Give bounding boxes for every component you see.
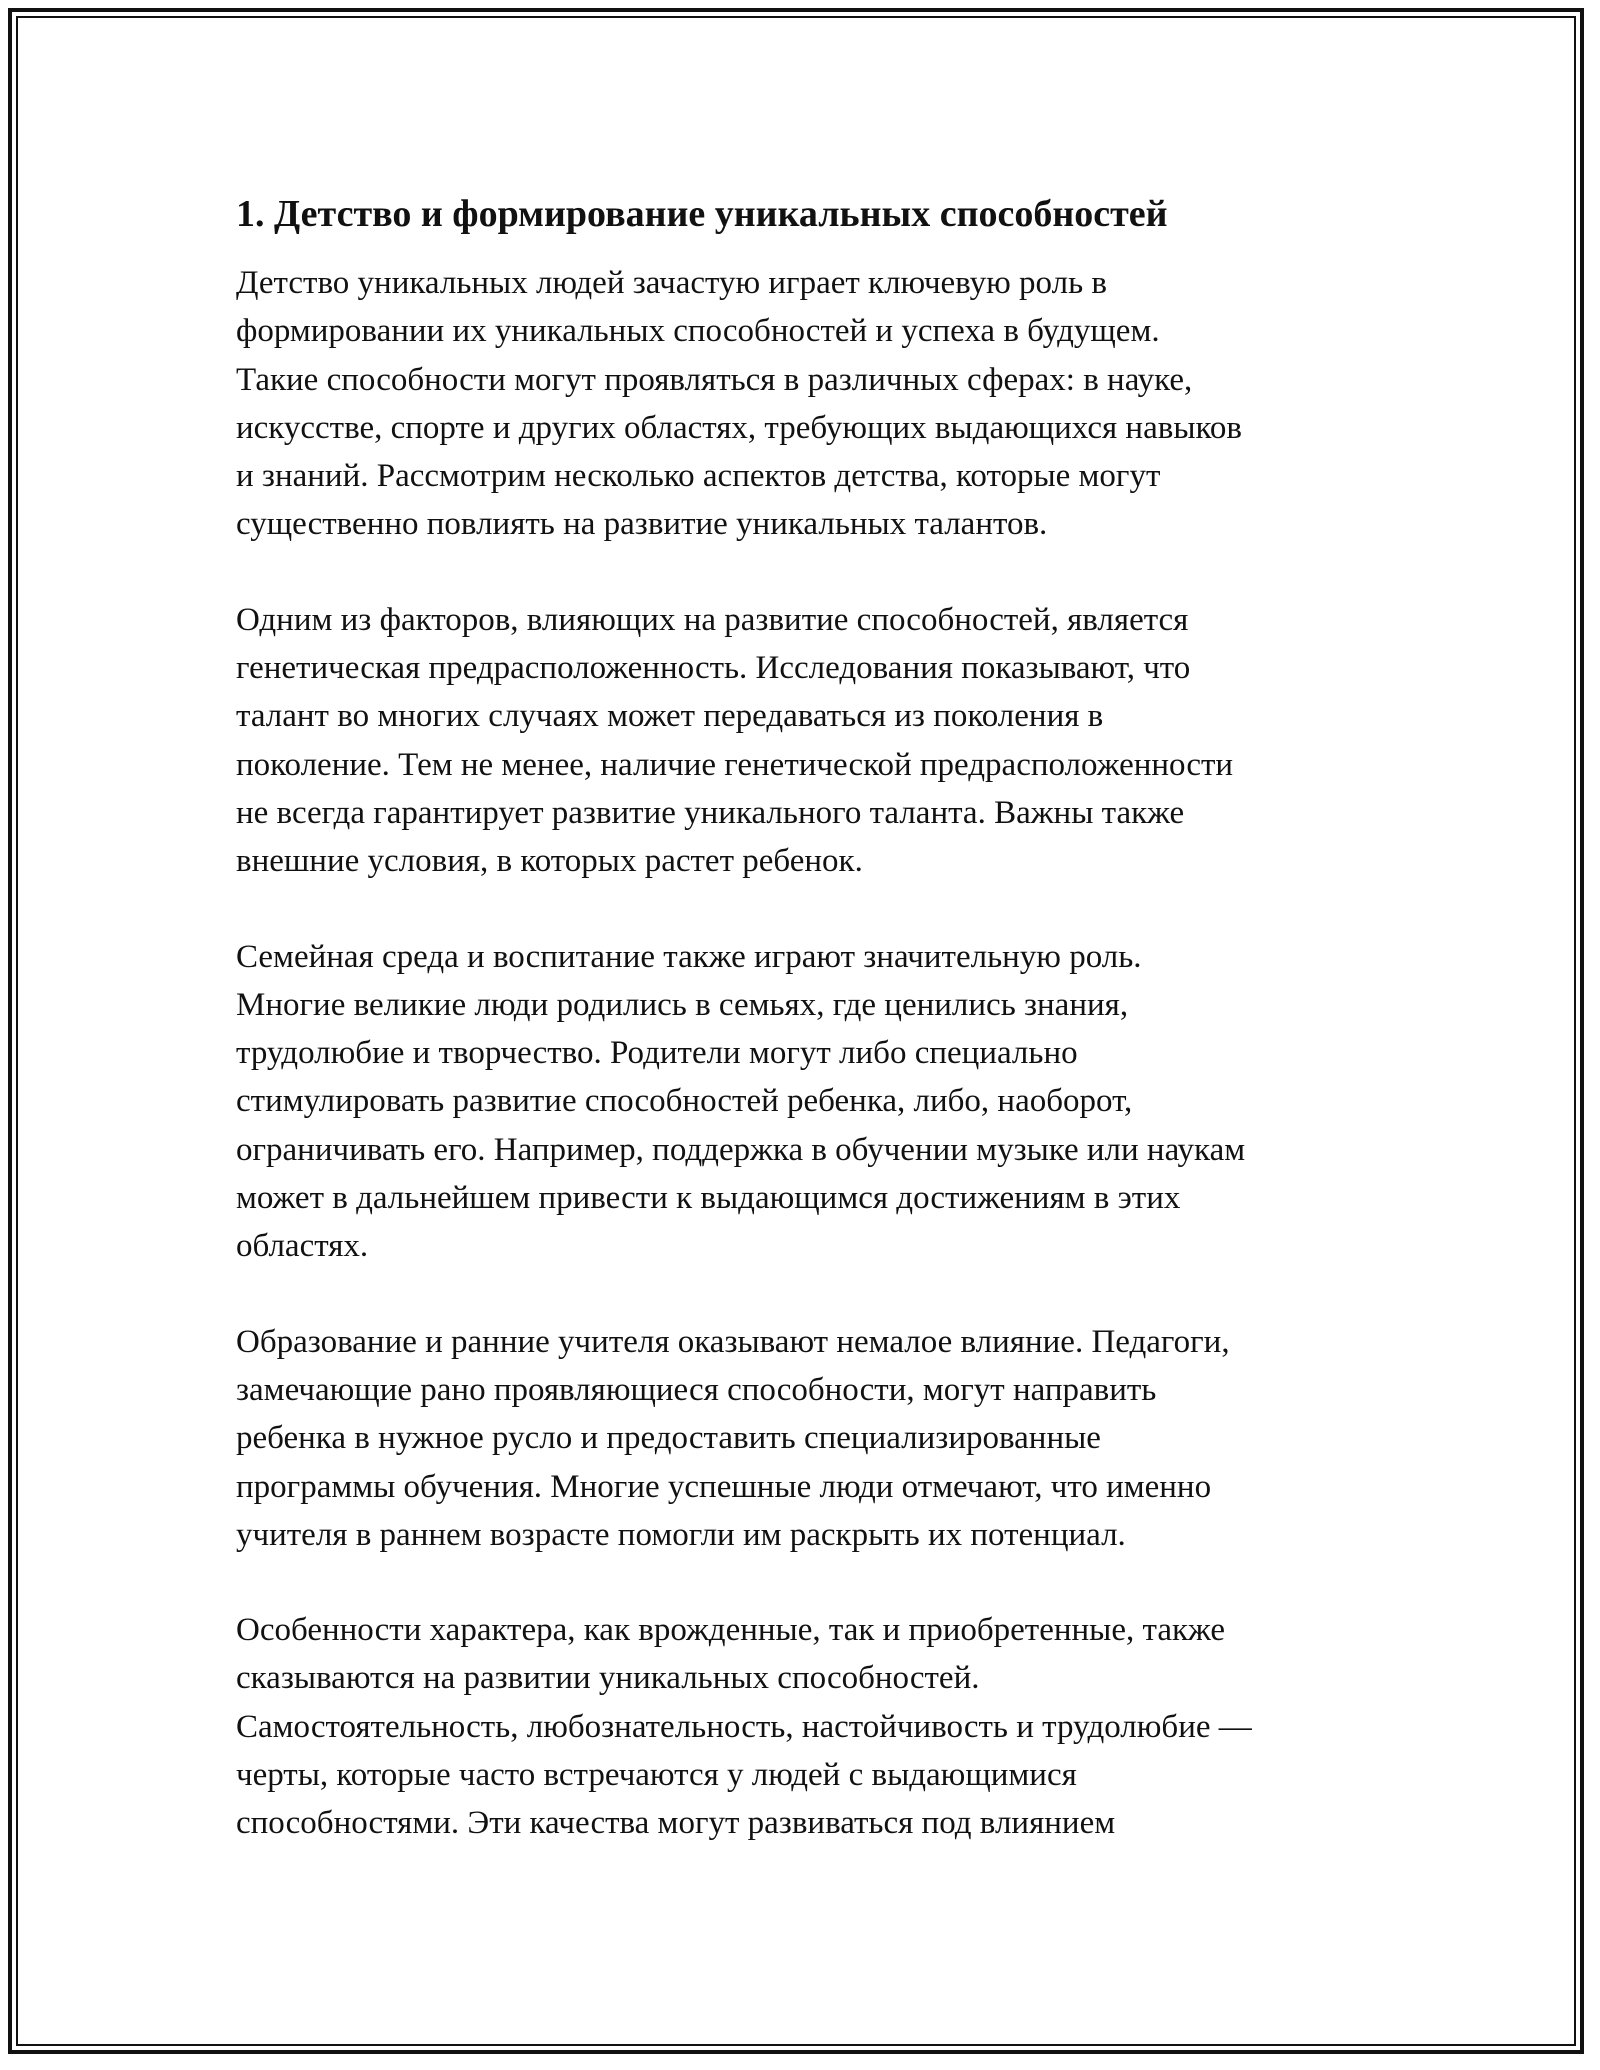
text-line: формировании их уникальных способностей и успеха в будущем. [236, 313, 1160, 350]
text-line: замечающие рано проявляющиеся способности, могут направить [236, 1371, 1157, 1408]
text-line: стимулировать развитие способностей ребенка, либо, наоборот, [236, 1083, 1133, 1120]
text-line: и знаний. Рассмотрим несколько аспектов детства, которые могут [236, 458, 1161, 495]
text-line: сказываются на развитии уникальных способностей. [236, 1660, 980, 1697]
text-line: Такие способности могут проявляться в различных сферах: в науке, [236, 361, 1193, 398]
text-line: может в дальнейшем привести к выдающимся достижениям в этих [236, 1180, 1181, 1217]
paragraph-1 [236, 259, 1376, 549]
section-heading: 1. Детство и формирование уникальных способностей [236, 193, 1168, 235]
text-line: Образование и ранние учителя оказывают немалое влияние. Педагоги, [236, 1323, 1230, 1360]
paragraph-4 [236, 1318, 1376, 1559]
text-line: не всегда гарантирует развитие уникального таланта. Важны также [236, 794, 1185, 831]
text-line: Одним из факторов, влияющих на развитие способностей, является [236, 601, 1189, 638]
paragraph-2 [236, 596, 1376, 886]
text-line: учителя в раннем возрасте помогли им раскрыть их потенциал. [236, 1516, 1126, 1553]
paragraph-3 [236, 933, 1376, 1271]
text-line: Семейная среда и воспитание также играют значительную роль. [236, 938, 1142, 975]
text-line: ограничивать его. Например, поддержка в обучении музыке или наукам [236, 1131, 1246, 1168]
document-body [236, 188, 1376, 1895]
text-line: внешние условия, в которых растет ребенок. [236, 843, 863, 880]
text-line: способностями. Эти качества могут развиваться под влиянием [236, 1805, 1116, 1842]
text-line: ребенка в нужное русло и предоставить специализированные [236, 1420, 1101, 1457]
text-line: Детство уникальных людей зачастую играет ключевую роль в [236, 265, 1107, 301]
text-line: Особенности характера, как врожденные, так и приобретенные, также [236, 1612, 1226, 1649]
text-line: программы обучения. Многие успешные люди отмечают, что именно [236, 1468, 1212, 1505]
text-line: трудолюбие и творчество. Родители могут либо специально [236, 1035, 1078, 1072]
text-line: искусстве, спорте и других областях, требующих выдающихся навыков [236, 409, 1242, 446]
text-line: областях. [236, 1228, 369, 1265]
paragraph-5 [236, 1606, 1376, 1847]
text-line: Самостоятельность, любознательность, настойчивость и трудолюбие — [236, 1708, 1252, 1745]
text-line: существенно повлиять на развитие уникальных талантов. [236, 506, 1048, 543]
text-line: поколение. Тем не менее, наличие генетической предрасположенности [236, 746, 1234, 783]
text-line: черты, которые часто встречаются у людей с выдающимися [236, 1757, 1077, 1794]
text-line: генетическая предрасположенность. Исследования показывают, что [236, 650, 1191, 687]
text-line: Многие великие люди родились в семьях, где ценились знания, [236, 986, 1129, 1023]
text-line: талант во многих случаях может передаваться из поколения в [236, 698, 1104, 735]
